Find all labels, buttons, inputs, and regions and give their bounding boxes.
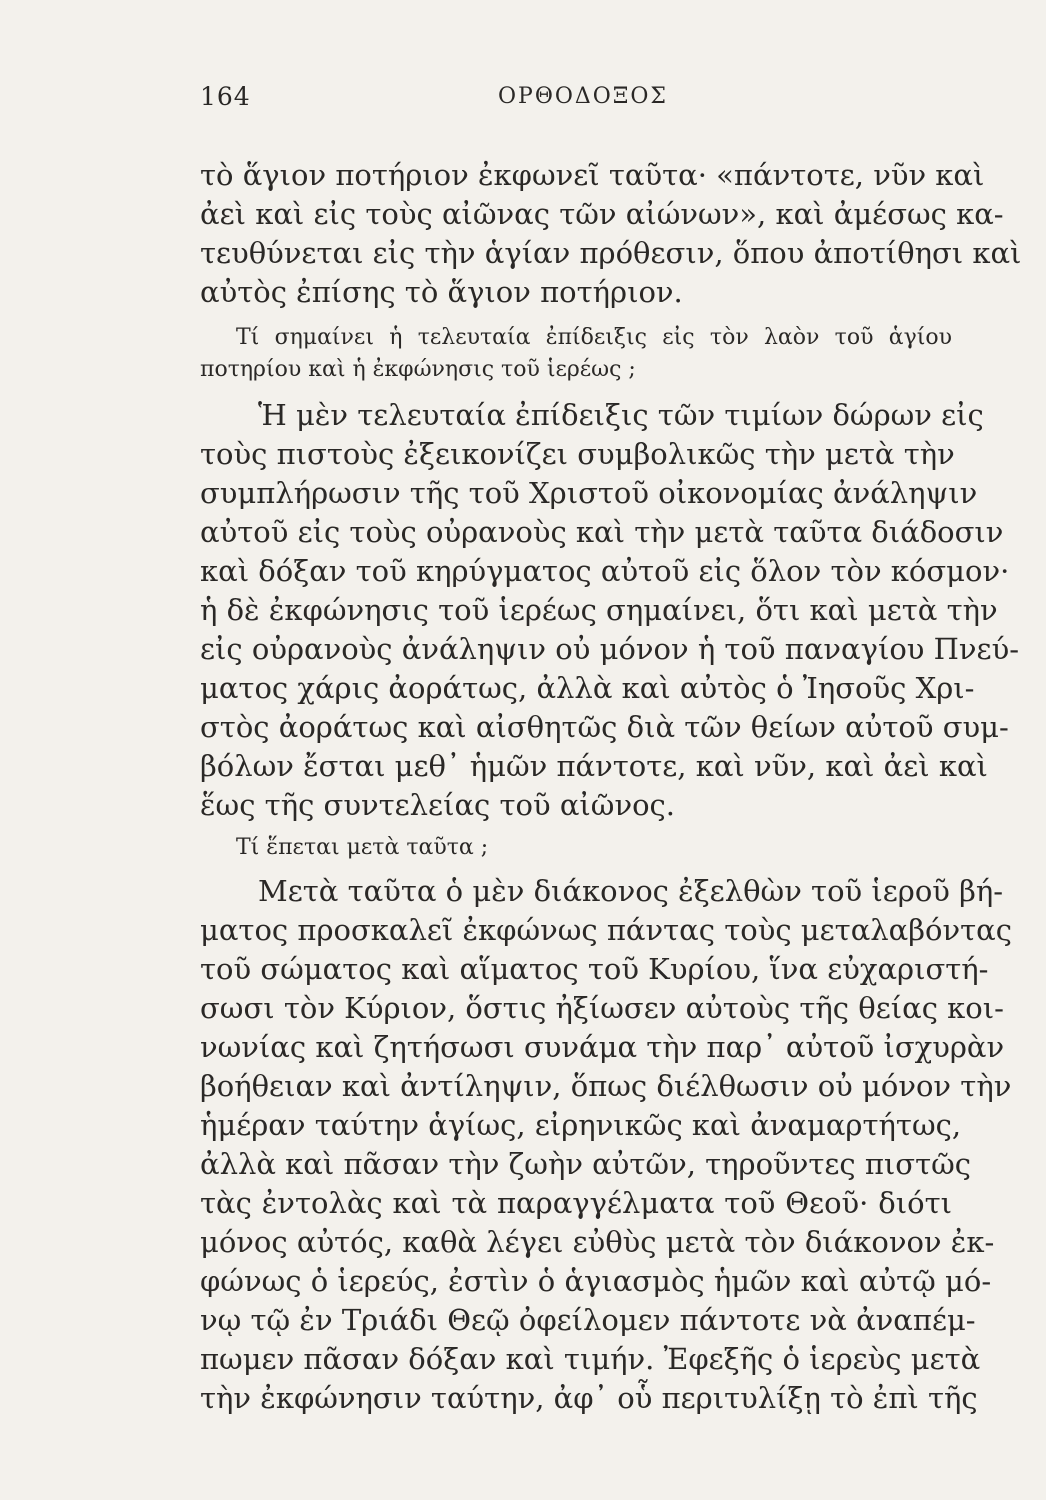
- page-header: [200, 82, 960, 122]
- text-line: τοῦ σώματος καὶ αἵματος τοῦ Κυρίου, ἵνα εὐχαριστή-: [200, 952, 989, 986]
- text-line: ματος προσκαλεῖ ἐκφώνως πάντας τοὺς μεταλαβόντας: [200, 913, 1012, 947]
- question-line: Τί ἕπεται μετὰ ταῦτα ;: [236, 835, 489, 860]
- text-line: ἕως τῆς συντελείας τοῦ αἰῶνος.: [200, 788, 675, 822]
- text-line: εἰς οὐρανοὺς ἀνάληψιν οὐ μόνον ἡ τοῦ παναγίου Πνεύ-: [200, 632, 1019, 666]
- text-line: τοὺς πιστοὺς ἐξεικονίζει συμβολικῶς τὴν μετὰ τὴν: [200, 437, 955, 471]
- text-line: βόλων ἔσται μεθ᾽ ἡμῶν πάντοτε, καὶ νῦν, καὶ ἀεὶ καὶ: [200, 749, 988, 783]
- text-line: πωμεν πᾶσαν δόξαν καὶ τιμήν. Ἐφεξῆς ὁ ἱερεὺς μετὰ: [200, 1342, 981, 1376]
- text-line: σωσι τὸν Κύριον, ὅστις ἠξίωσεν αὐτοὺς τῆς θείας κοι-: [200, 991, 1004, 1025]
- text-line: Μετὰ ταῦτα ὁ μὲν διάκονος ἐξελθὼν τοῦ ἱεροῦ βή-: [258, 874, 1004, 908]
- running-title: ΟΡΘΟΔΟΞΟΣ: [498, 84, 668, 109]
- text-line: ἡ δὲ ἐκφώνησις τοῦ ἱερέως σημαίνει, ὅτι καὶ μετὰ τὴν: [200, 593, 998, 627]
- text-line: αὐτοῦ εἰς τοὺς οὐρανοὺς καὶ τὴν μετὰ ταῦτα διάδοσιν: [200, 515, 1004, 549]
- text-line: τὰς ἐντολὰς καὶ τὰ παραγγέλματα τοῦ Θεοῦ· διότι: [200, 1186, 952, 1220]
- text-line: τευθύνεται εἰς τὴν ἁγίαν πρόθεσιν, ὅπου ἀποτίθησι καὶ: [200, 236, 1022, 270]
- text-line: βοήθειαν καὶ ἀντίληψιν, ὅπως διέλθωσιν οὐ μόνον τὴν: [200, 1069, 1012, 1103]
- question-line: Τί σημαίνει ἡ τελευταία ἐπίδειξις εἰς τὸν λαὸν τοῦ ἁγίου: [236, 325, 952, 350]
- text-line: τὴν ἐκφώνησιν ταύτην, ἀφ᾽ οὗ περιτυλίξῃ τὸ ἐπὶ τῆς: [200, 1381, 978, 1415]
- text-line: φώνως ὁ ἱερεύς, ἐστὶν ὁ ἁγιασμὸς ἡμῶν καὶ αὐτῷ μό-: [200, 1264, 992, 1298]
- text-line: ἀεὶ καὶ εἰς τοὺς αἰῶνας τῶν αἰώνων», καὶ ἀμέσως κα-: [200, 197, 1004, 231]
- text-line: καὶ δόξαν τοῦ κηρύγματος αὐτοῦ εἰς ὅλον τὸν κόσμον·: [200, 554, 1010, 588]
- text-line: στὸς ἀοράτως καὶ αἰσθητῶς διὰ τῶν θείων αὐτοῦ συμ-: [200, 710, 1009, 744]
- text-line: ματος χάρις ἀοράτως, ἀλλὰ καὶ αὐτὸς ὁ Ἰησοῦς Χρι-: [200, 671, 975, 705]
- text-line: τὸ ἅγιον ποτήριον ἐκφωνεῖ ταῦτα· «πάντοτε, νῦν καὶ: [200, 158, 985, 192]
- text-line: νῳ τῷ ἐν Τριάδι Θεῷ ὀφείλομεν πάντοτε νὰ ἀναπέμ-: [200, 1303, 976, 1337]
- text-line: Ἡ μὲν τελευταία ἐπίδειξις τῶν τιμίων δώρων εἰς: [258, 398, 984, 432]
- question-line: ποτηρίου καὶ ἡ ἐκφώνησις τοῦ ἱερέως ;: [200, 357, 636, 382]
- page-number: 164: [200, 82, 251, 111]
- text-line: συμπλήρωσιν τῆς τοῦ Χριστοῦ οἰκονομίας ἀνάληψιν: [200, 476, 978, 510]
- text-line: ἀλλὰ καὶ πᾶσαν τὴν ζωὴν αὐτῶν, τηροῦντες πιστῶς: [200, 1147, 972, 1181]
- text-line: μόνος αὐτός, καθὰ λέγει εὐθὺς μετὰ τὸν διάκονον ἐκ-: [200, 1225, 995, 1259]
- text-line: αὐτὸς ἐπίσης τὸ ἅγιον ποτήριον.: [200, 275, 683, 309]
- text-line: ἡμέραν ταύτην ἁγίως, εἰρηνικῶς καὶ ἀναμαρτήτως,: [200, 1108, 962, 1142]
- text-line: νωνίας καὶ ζητήσωσι συνάμα τὴν παρ᾽ αὐτοῦ ἰσχυρὰν: [200, 1030, 1005, 1064]
